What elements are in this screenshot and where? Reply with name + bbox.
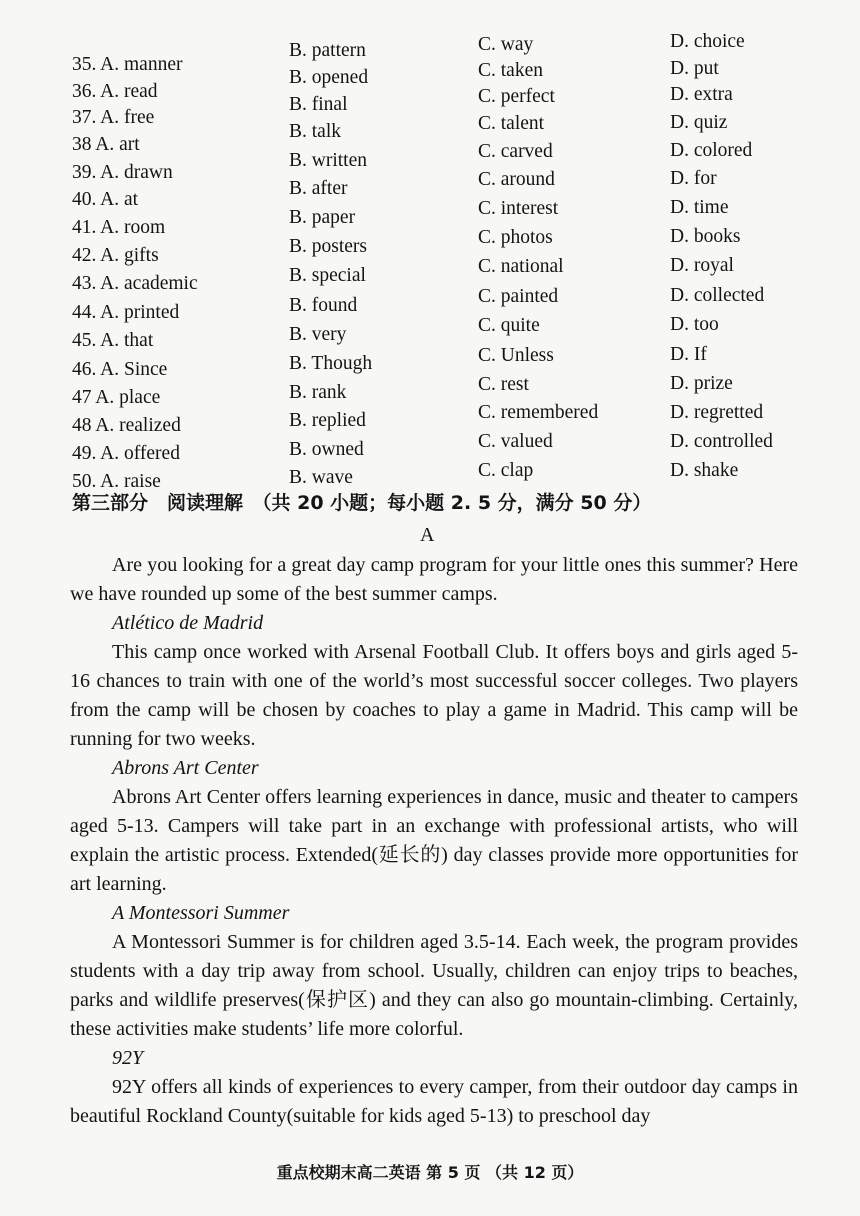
option-row: [0, 285, 860, 330]
passage: [70, 551, 798, 1131]
option-b: B. talk: [289, 121, 341, 142]
option-d: D. shake: [670, 460, 739, 481]
option-a: 41. A. room: [72, 217, 166, 238]
option-b: B. final: [289, 94, 348, 115]
option-a: 45. A. that: [72, 330, 154, 351]
option-d: D. collected: [670, 285, 765, 306]
option-d: D. extra: [670, 84, 733, 105]
option-c: C. valued: [478, 431, 553, 452]
option-c: C. around: [478, 169, 555, 190]
option-d: D. choice: [670, 31, 745, 52]
option-b: B. posters: [289, 236, 367, 257]
option-c: C. remembered: [478, 402, 599, 423]
option-c: C. national: [478, 256, 564, 277]
option-d: D. books: [670, 226, 741, 247]
option-d: D. colored: [670, 140, 753, 161]
option-a: 37. A. free: [72, 107, 155, 128]
option-row: [0, 314, 860, 358]
option-d: D. too: [670, 314, 719, 335]
option-a: 42. A. gifts: [72, 245, 159, 266]
option-a: 39. A. drawn: [72, 162, 173, 183]
option-d: D. time: [670, 197, 729, 218]
option-d: D. regretted: [670, 402, 764, 423]
option-a: 46. A. Since: [72, 359, 168, 380]
option-a: 50. A. raise: [72, 471, 161, 492]
option-c: C. Unless: [478, 345, 554, 366]
page-footer: 重点校期末高二英语 第 5 页 （共 12 页）: [276, 1163, 584, 1182]
option-c: C. way: [478, 34, 534, 55]
option-c: C. interest: [478, 198, 559, 219]
camp-description: A Montessori Summer is for children aged 3.5-14. Each week, the program provides students with a day trip away from school. Usually, children can enjoy trips to beaches, parks and wildlife preserves(保护区) and they can also go mountain-climbing. Certainly, these activities make students’ life more colorful.: [70, 931, 798, 1040]
option-a: 43. A. academic: [72, 273, 198, 294]
option-a: 44. A. printed: [72, 302, 180, 323]
passage-intro: Are you looking for a great day camp program for your little ones this summer? Here we have rounded up some of the best summer camps.: [70, 554, 798, 605]
option-b: B. very: [289, 324, 347, 345]
option-b: B. opened: [289, 67, 369, 88]
option-a: 35. A. manner: [72, 54, 183, 75]
option-c: C. taken: [478, 60, 543, 81]
option-b: B. owned: [289, 439, 364, 460]
camp-description: Abrons Art Center offers learning experiences in dance, music and theater to campers aged 5-13. Campers will take part in an exchange with professional artists, who will explain the artistic process. Extended(延长的) day classes provide more opportunities for art learning.: [70, 786, 798, 895]
option-c: C. painted: [478, 286, 559, 307]
camp-title: 92Y: [112, 1047, 144, 1069]
camp-title: Atlético de Madrid: [112, 612, 264, 634]
option-b: B. Though: [289, 353, 373, 374]
option-b: B. written: [289, 150, 367, 171]
option-c: C. carved: [478, 141, 553, 162]
passage-letter: A: [420, 524, 435, 546]
option-d: D. put: [670, 58, 719, 79]
option-d: D. quiz: [670, 112, 728, 133]
option-c: C. talent: [478, 113, 545, 134]
option-b: B. wave: [289, 467, 353, 488]
option-c: C. photos: [478, 227, 553, 248]
option-d: D. If: [670, 344, 707, 365]
option-d: D. controlled: [670, 431, 773, 452]
camp-title: A Montessori Summer: [112, 902, 290, 924]
option-c: C. clap: [478, 460, 534, 481]
camp-description: 92Y offers all kinds of experiences to every camper, from their outdoor day camps in beautiful Rockland County(suitable for kids aged 5-13) to preschool day: [70, 1076, 798, 1127]
option-d: D. for: [670, 168, 717, 189]
camp-title: Abrons Art Center: [112, 757, 259, 779]
option-d: D. royal: [670, 255, 734, 276]
option-a: 36. A. read: [72, 81, 158, 102]
option-b: B. rank: [289, 382, 347, 403]
option-a: 48 A. realized: [72, 415, 181, 436]
option-a: 40. A. at: [72, 189, 139, 210]
option-b: B. paper: [289, 207, 356, 228]
option-b: B. replied: [289, 410, 366, 431]
option-a: 38 A. art: [72, 134, 140, 155]
section-heading: 第三部分 阅读理解 （共 20 小题；每小题 2. 5 分，满分 50 分）: [72, 492, 652, 514]
option-c: C. perfect: [478, 86, 555, 107]
option-a: 47 A. place: [72, 387, 161, 408]
option-b: B. pattern: [289, 40, 366, 61]
option-c: C. rest: [478, 374, 529, 395]
camp-description: This camp once worked with Arsenal Football Club. It offers boys and girls aged 5-16 chances to train with one of the world’s most successful soccer colleges. Two players from the camp will be chosen by coaches to play a game in Madrid. This camp will be running for two weeks.: [70, 641, 798, 750]
option-b: B. after: [289, 178, 348, 199]
option-d: D. prize: [670, 373, 733, 394]
option-row: [0, 31, 860, 82]
option-b: B. found: [289, 295, 358, 316]
option-a: 49. A. offered: [72, 443, 180, 464]
option-b: B. special: [289, 265, 366, 286]
option-c: C. quite: [478, 315, 540, 336]
